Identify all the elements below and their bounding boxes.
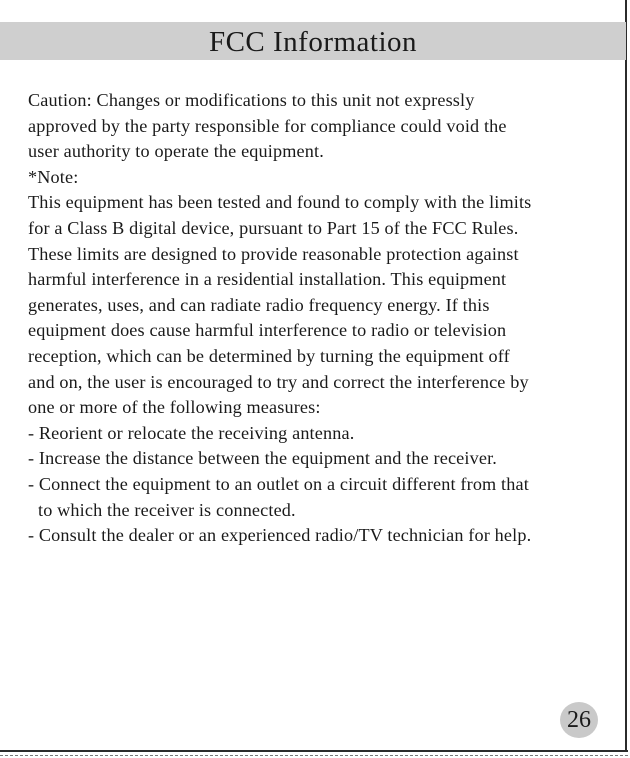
text-line: reception, which can be determined by turning the equipment off	[28, 345, 510, 366]
bottom-rule-dashed	[0, 755, 628, 756]
text-line: These limits are designed to provide reasonable protection against	[28, 243, 519, 264]
text-line: harmful interference in a residential installation. This equipment	[28, 269, 507, 290]
measure-item: - Consult the dealer or an experienced radio/TV technician for help.	[28, 525, 532, 546]
text-line: generates, uses, and can radiate radio frequency energy. If this	[28, 294, 490, 315]
page-number: 26	[567, 706, 591, 733]
text-line: This equipment has been tested and found to comply with the limits	[28, 192, 532, 213]
text-line: approved by the party responsible for compliance could void the	[28, 115, 507, 136]
bottom-rule	[0, 750, 628, 752]
note-label: *Note:	[28, 166, 79, 187]
text-line: for a Class B digital device, pursuant to Part 15 of the FCC Rules.	[28, 217, 519, 238]
header-bar	[0, 22, 626, 60]
page-title: FCC Information	[208, 25, 418, 58]
text-line: Caution: Changes or modifications to this unit not expressly	[28, 90, 475, 110]
measure-item: - Connect the equipment to an outlet on a circuit different from that	[28, 473, 529, 494]
measure-item: - Increase the distance between the equipment and the receiver.	[28, 448, 497, 469]
text-line: and on, the user is encouraged to try and correct the interference by	[28, 371, 529, 392]
measure-item: - Reorient or relocate the receiving antenna.	[28, 422, 355, 443]
measure-item-continuation: to which the receiver is connected.	[38, 499, 296, 520]
page-number-badge	[560, 702, 598, 738]
text-line: one or more of the following measures:	[28, 397, 321, 418]
fcc-body-text	[28, 88, 618, 549]
text-line: equipment does cause harmful interference to radio or television	[28, 320, 507, 341]
text-line: user authority to operate the equipment.	[28, 141, 324, 162]
